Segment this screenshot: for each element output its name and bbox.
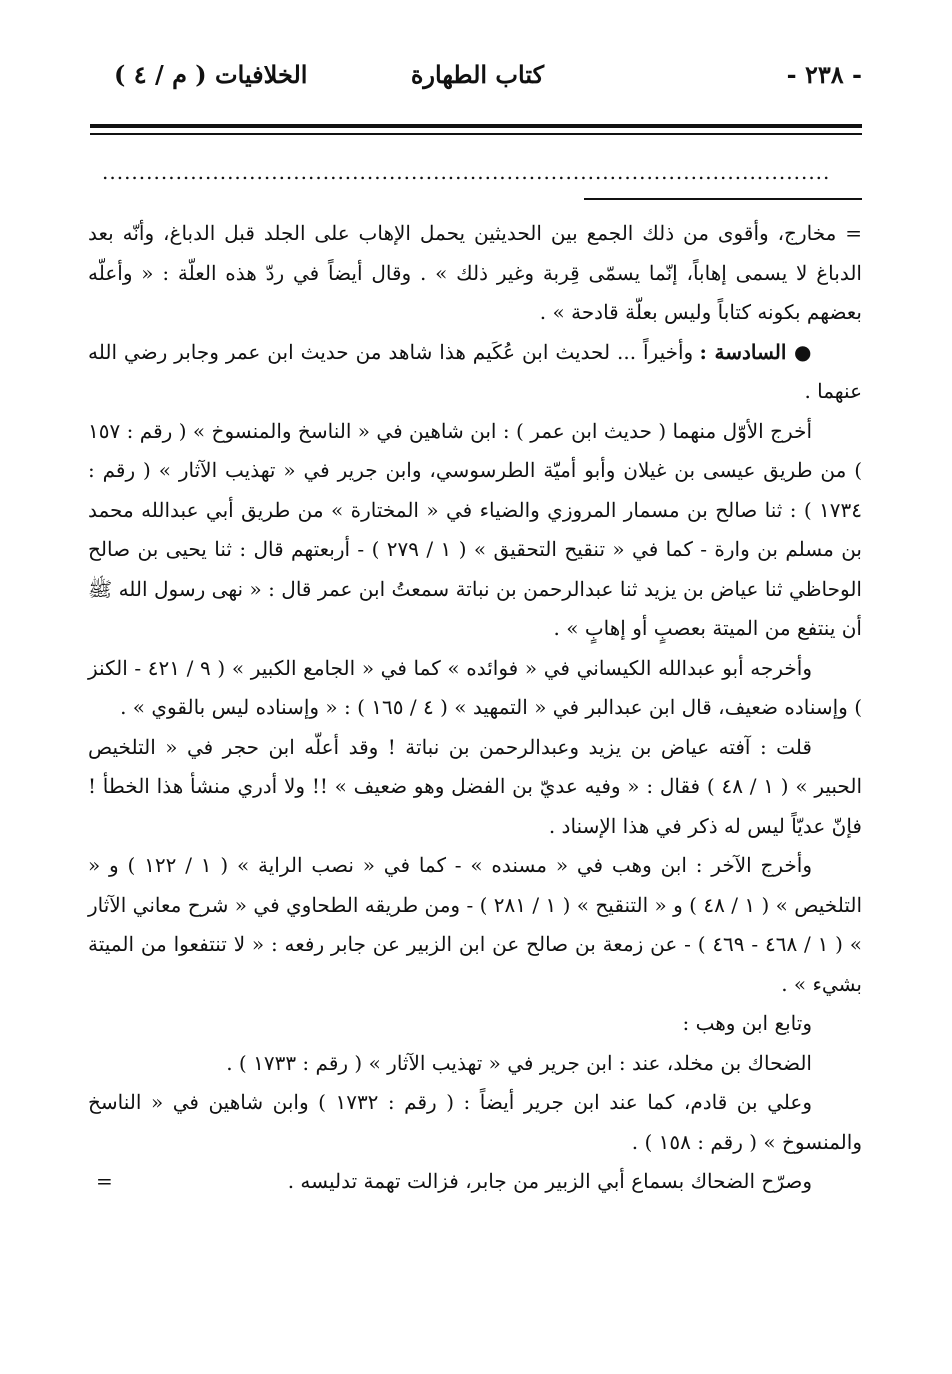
paragraph: أخرج الأوّل منهما ( حديث ابن عمر ) : ابن شاهين في « الناسخ والمنسوخ » ( رقم : ١٥٧ ) من طريق عيسى بن غيلان وأبو أميّة الطرسوسي، وابن جرير في « تهذيب الآثار » ( رقم : ١٧٣٤ ) : ثنا صالح بن مسمار المروزي والضياء في « المختارة » من طريق أبي عبدالله محمد بن مسلم بن وارة - كما في « تنقيح التحقيق » ( ١ / ٢٧٩ ) - أربعتهم قال : ثنا يحيى بن صالح الوحاظي ثنا عياض بن يزيد ثنا عبدالرحمن بن نباتة سمعتُ ابن عمر قال : « نهى رسول الله ﷺ أن ينتفع من الميتة بعصبٍ أو إهابٍ » . [88, 418, 862, 640]
body-text [88, 214, 862, 1202]
paragraph: وأخرج الآخر : ابن وهب في « مسنده » - كما في « نصب الراية » ( ١ / ١٢٢ ) و « التلخيص » ( ١ / ٤٨ ) و « التنقيح » ( ١ / ٢٨١ ) - ومن طريقه الطحاوي في « شرح معاني الآثار » ( ١ / ٤٦٨ - ٤٦٩ ) - عن زمعة بن صالح عن ابن الزبير عن جابر رفعه : « لا تنتفعوا من الميتة بشيء » . [88, 853, 863, 996]
paragraph: وأخرجه أبو عبدالله الكيساني في « فوائده » كما في « الجامع الكبير » ( ٩ / ٤٢١ - الكنز ) وإسناده ضعيف، قال ابن عبدالبر في « التمهيد » ( ٤ / ١٦٥ ) : « وإسناده ليس بالقوي » . [88, 655, 862, 719]
footnote-separator-dots: ................................................................................................... [102, 162, 831, 182]
footnote-separator-rule [584, 198, 862, 200]
section-title: الخلافيات ( م / ٤ ) [114, 60, 308, 89]
paragraph-text: وصرّح الضحاك بسماع أبي الزبير من جابر، فزالت تهمة تدليسه . [287, 1169, 812, 1193]
paragraph: قلت : آفته عياض بن يزيد وعبدالرحمن بن نباتة ! وقد أعلّه ابن حجر في « التلخيص الحبير » ( ١ / ٤٨ ) فقال : « وفيه عديّ بن الفضل وهو ضعيف » !! ولا أدري منشأ هذا الخطأ ! فإنّ عديّاً ليس له ذكر في هذا الإسناد . [88, 734, 862, 838]
header-rule-thin [90, 133, 862, 135]
paragraph: وعلي بن قادم، كما عند ابن جرير أيضاً : ( رقم : ١٧٣٢ ) وابن شاهين في « الناسخ والمنسوخ » ( رقم : ١٥٨ ) . [88, 1090, 862, 1154]
header-rule-thick [90, 124, 862, 128]
continuation-mark: = [96, 1169, 113, 1193]
section-lead: ● السادسة : [699, 339, 813, 364]
paragraph: وتابع ابن وهب : [682, 1011, 812, 1035]
paragraph [88, 1162, 862, 1202]
paragraph: = مخارج، وأقوى من ذلك الجمع بين الحديثين يحمل الإهاب على الجلد قبل الدباغ، وأنّه بعد الدباغ لا يسمى إهاباً، إنّما يسمّى قِربة وغير ذلك » . وقال أيضاً في ردّ هذه العلّة : « وأعلّه بعضهم بكونه كتاباً وليس بعلّة قادحة » . [88, 221, 862, 324]
paragraph [88, 333, 862, 412]
page-number: - ٢٣٨ - [786, 60, 862, 89]
paragraph-text: وأخيراً ... لحديث ابن عُكَيم هذا شاهد من حديث ابن عمر وجابر رضي الله عنهما . [88, 339, 862, 403]
paragraph: الضحاك بن مخلد، عند : ابن جرير في « تهذيب الآثار » ( رقم : ١٧٣٣ ) . [226, 1050, 812, 1075]
page-header [90, 54, 862, 98]
book-title: كتاب الطهارة [410, 60, 544, 89]
